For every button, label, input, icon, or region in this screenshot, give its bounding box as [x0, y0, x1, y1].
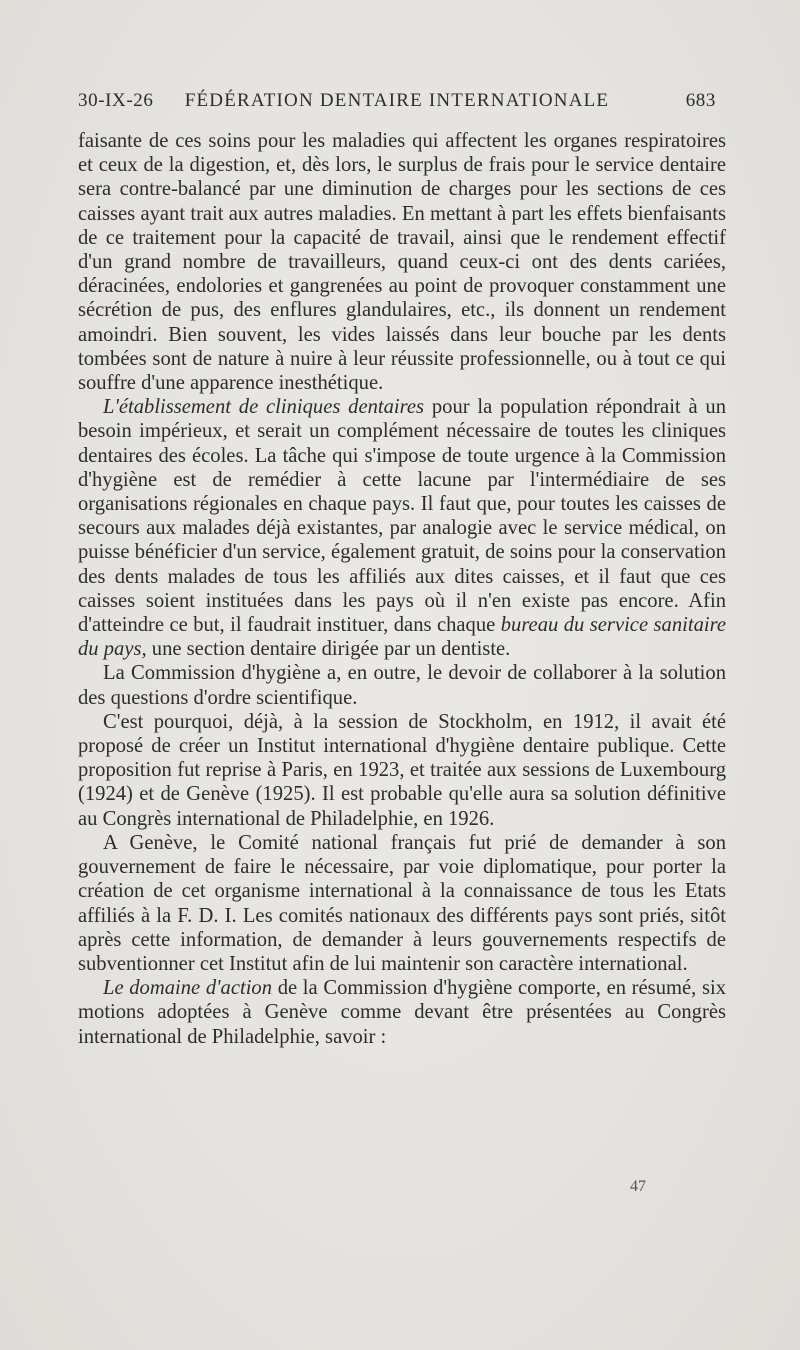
paragraph-6-text: de la Commission d'hygiène comporte, en résumé, six motions adoptées à Genève comme devant être présentées au Congrès international de Philadelphie, savoir :: [78, 977, 726, 1048]
header-title: FÉDÉRATION DENTAIRE INTERNATIONALE: [184, 90, 610, 111]
paragraph-3: [78, 661, 726, 709]
header-date: 30-IX-26: [78, 90, 154, 111]
paragraph-2-lead-italic: L'établissement de cliniques dentaires: [103, 396, 425, 419]
paragraph-1: [78, 129, 726, 395]
paragraph-4-text: C'est pourquoi, déjà, à la session de Stockholm, en 1912, il avait été proposé de créer un Institut international d'hygiène dentaire publique. Cette proposition fut reprise à Paris, en 1923, et traitée aux sessions de Luxembourg (1924) et de Genève (1925). Il est probable qu'elle aura sa solution définitive au Congrès international de Philadelphie, en 1926.: [78, 710, 726, 830]
paragraph-2: [78, 395, 726, 661]
paragraph-2-tail: une section dentaire dirigée par un dentiste.: [146, 638, 511, 661]
paragraph-2-mid-italic: bureau du service sanitaire du pays,: [78, 614, 726, 661]
signature-mark: 47: [630, 1178, 646, 1195]
paragraph-6: [78, 976, 726, 1049]
body-text: [78, 129, 726, 1049]
header-page-number: 683: [685, 90, 716, 111]
paragraph-2-text: pour la population répondrait à un besoin impérieux, et serait un complément nécessaire de toutes les cliniques dentaires des écoles. La tâche qui s'impose de toute urgence à la Commission d'hygiène est de remédier à cette lacune par l'intermédiaire de ses organisations régionales en chaque pays. Il faut que, pour toutes les caisses de secours aux malades déjà existantes, par analogie avec le service médical, on puisse bénéficier d'un service, également gratuit, de soins pour la conservation des dents malades de tous les affiliés aux dites caisses, et il faut que ces caisses soient instituées dans les pays où il n'en existe pas encore. Afin d'atteindre ce but, il faudrait instituer, dans chaque: [78, 396, 726, 637]
paragraph-1-text: faisante de ces soins pour les maladies qui affectent les organes respiratoires et ceux de la digestion, et, dès lors, le surplus de frais pour le service dentaire sera contre-balancé par une diminution de charges pour les sections de ces caisses ayant trait aux autres maladies. En mettant à part les effets bienfaisants de ce traitement pour la capacité de travail, ainsi que le rendement effectif d'un grand nombre de travailleurs, quand ceux-ci ont des dents cariées, déracinées, endolories et gangrenées au point de provoquer constamment une sécrétion de pus, des enflures glandulaires, etc., ils donnent un rendement amoindri. Bien souvent, les vides laissés dans leur bouche par les dents tombées sont de nature à nuire à leur réussite professionnelle, ou à tout ce qui souffre d'une apparence inesthétique.: [78, 130, 726, 395]
paragraph-4: [78, 710, 726, 831]
paragraph-5-text: A Genève, le Comité national français fut prié de demander à son gouvernement de faire le nécessaire, par voie diplomatique, pour porter la création de cet organisme international à la connaissance de tous les Etats affiliés à la F. D. I. Les comités nationaux des différents pays sont priés, sitôt après cette information, de demander à leurs gouvernements respectifs de subventionner cet Institut afin de lui maintenir son caractère international.: [78, 831, 726, 975]
paragraph-5: [78, 831, 726, 976]
paragraph-3-text: La Commission d'hygiène a, en outre, le devoir de collaborer à la solution des questions d'ordre scientifique.: [78, 662, 726, 709]
running-head: [78, 90, 716, 120]
paragraph-6-lead-italic: Le domaine d'action: [103, 977, 273, 1000]
